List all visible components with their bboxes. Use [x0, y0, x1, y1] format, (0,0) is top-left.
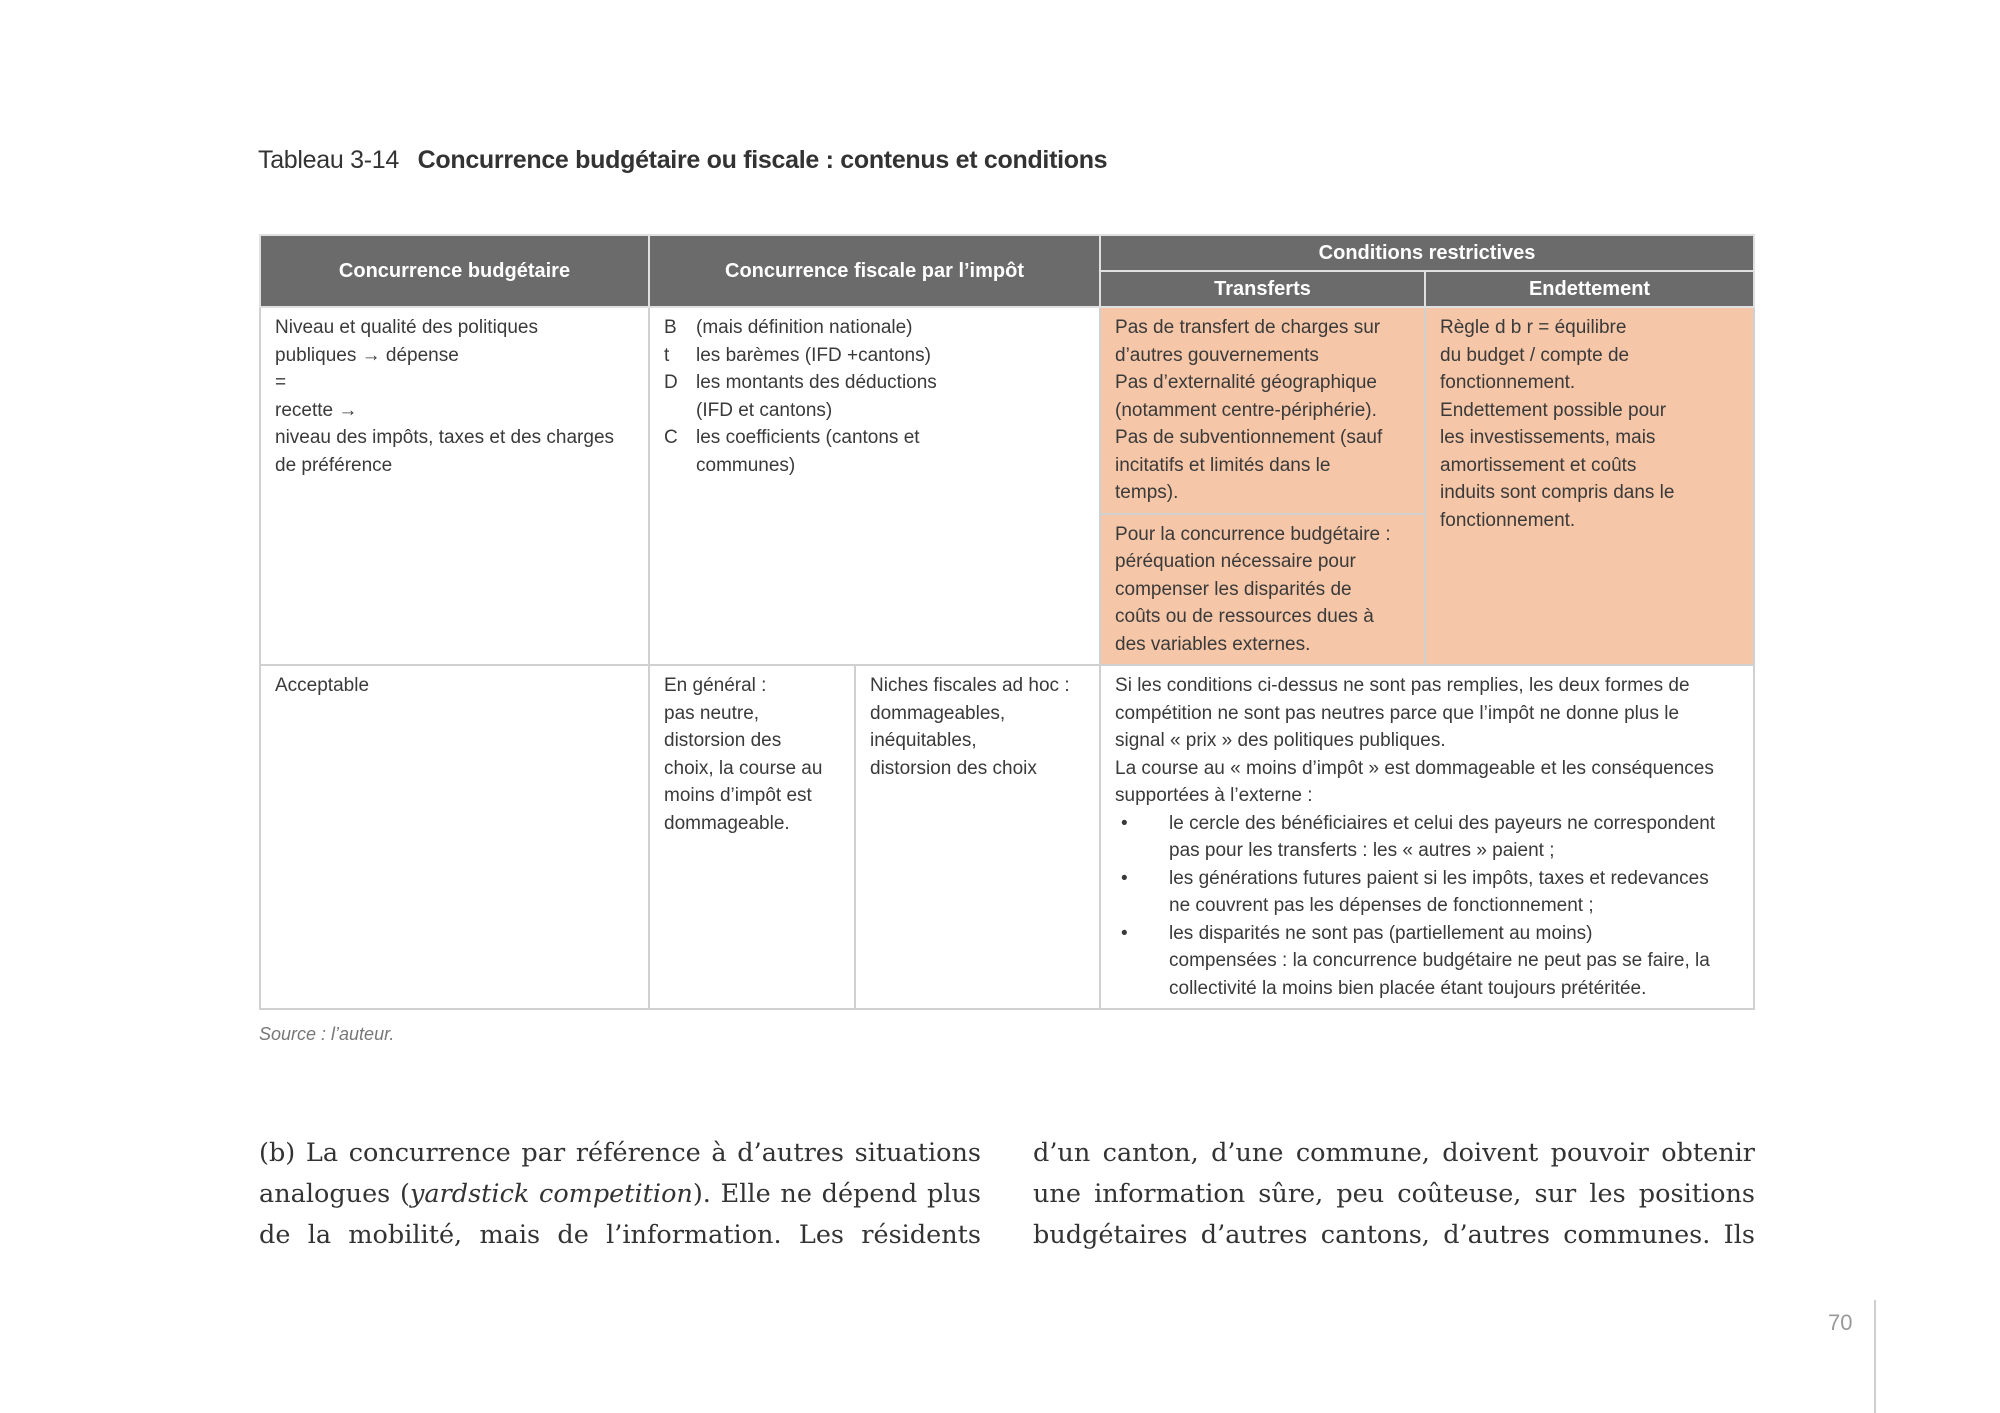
header-budget: Concurrence budgétaire — [260, 235, 649, 307]
table-caption — [258, 146, 1107, 175]
cell-consequences: Si les conditions ci-dessus ne sont pas remplies, les deux formes de compétition ne sont pas neutres parce que l’impôt ne donne plus le signal « prix » des politiques publiques. La course au « moins d’impôt » est dommageable et les conséquences supportées à l’externe : • le cercle des bénéficiaires et celui des payeurs ne correspondent pas pour les transferts : les « autres » paient ; • les générations futures paient si les impôts, taxes et redevances ne couvrent pas les dépenses de fonctionnement ; • les disparités ne sont pas (partiellement au moins) compensées : la concurrence budgétaire ne peut pas se faire, la collectivité la moins bien placée étant toujours prétéritée. — [1100, 665, 1754, 1009]
consequences-list — [1115, 810, 1739, 1003]
cell-general: En général : pas neutre, distorsion des choix, la course au moins d’impôt est dommageable. — [649, 665, 855, 1009]
cell-fiscal-definition: B (mais définition nationale) t les barèmes (IFD +cantons) D les montants des déductions (IFD et cantons) C les coefficients (cantons et communes) — [649, 307, 1100, 665]
list-item: • le cercle des bénéficiaires et celui des payeurs ne correspondent pas pour les transferts : les « autres » paient ; — [1115, 810, 1739, 865]
cell-perequation: Pour la concurrence budgétaire : péréquation nécessaire pour compenser les disparités de coûts ou de ressources dues à des variables externes. — [1100, 514, 1425, 666]
cell-budget-definition: Niveau et qualité des politiques publiques → dépense = recette → niveau des impôts, taxes et des charges de préférence — [260, 307, 649, 665]
comparison-table — [259, 234, 1755, 1010]
table-title: Concurrence budgétaire ou fiscale : contenus et conditions — [417, 146, 1108, 174]
bullet-icon: • — [1121, 812, 1128, 834]
header-conditions: Conditions restrictives — [1100, 235, 1754, 271]
table-number: Tableau 3-14 — [258, 146, 399, 174]
cell-acceptable: Acceptable — [260, 665, 649, 1009]
header-transferts: Transferts — [1100, 271, 1425, 307]
body-column-left: (b) La concurrence par référence à d’autres situations analogues (yardstick competition). Elle ne dépend plus de la mobilité, mais de l’information. Les résidents — [259, 1138, 981, 1250]
cell-transferts-conditions: Pas de transfert de charges sur d’autres gouvernements Pas d’externalité géographique (notamment centre-périphérie). Pas de subventionnement (sauf incitatifs et limités dans le temps). — [1100, 307, 1425, 514]
header-fiscal: Concurrence fiscale par l’impôt — [649, 235, 1100, 307]
bullet-icon: • — [1121, 922, 1128, 944]
table-source: Source : l’auteur. — [259, 1024, 395, 1044]
header-endettement: Endettement — [1425, 271, 1754, 307]
yardstick-term: yardstick competition — [409, 1179, 693, 1209]
cell-niches: Niches fiscales ad hoc : dommageables, inéquitables, distorsion des choix — [855, 665, 1100, 1009]
page-number: 70 — [1828, 1310, 1853, 1335]
bullet-icon: • — [1121, 867, 1128, 889]
list-item: • les générations futures paient si les impôts, taxes et redevances ne couvrent pas les dépenses de fonctionnement ; — [1115, 865, 1739, 920]
page-rule — [1874, 1300, 1876, 1413]
cell-endettement-conditions: Règle d b r = équilibre du budget / compte de fonctionnement. Endettement possible pour les investissements, mais amortissement et coûts induits sont compris dans le fonctionnement. — [1425, 307, 1754, 665]
list-item: • les disparités ne sont pas (partiellement au moins) compensées : la concurrence budgétaire ne peut pas se faire, la collectivité la moins bien placée étant toujours prétéritée. — [1115, 920, 1739, 1003]
body-column-right: d’un canton, d’une commune, doivent pouvoir obtenir une information sûre, peu coûteuse, sur les positions budgétaires d’autres cantons, d’autres communes. Ils — [1033, 1138, 1755, 1250]
